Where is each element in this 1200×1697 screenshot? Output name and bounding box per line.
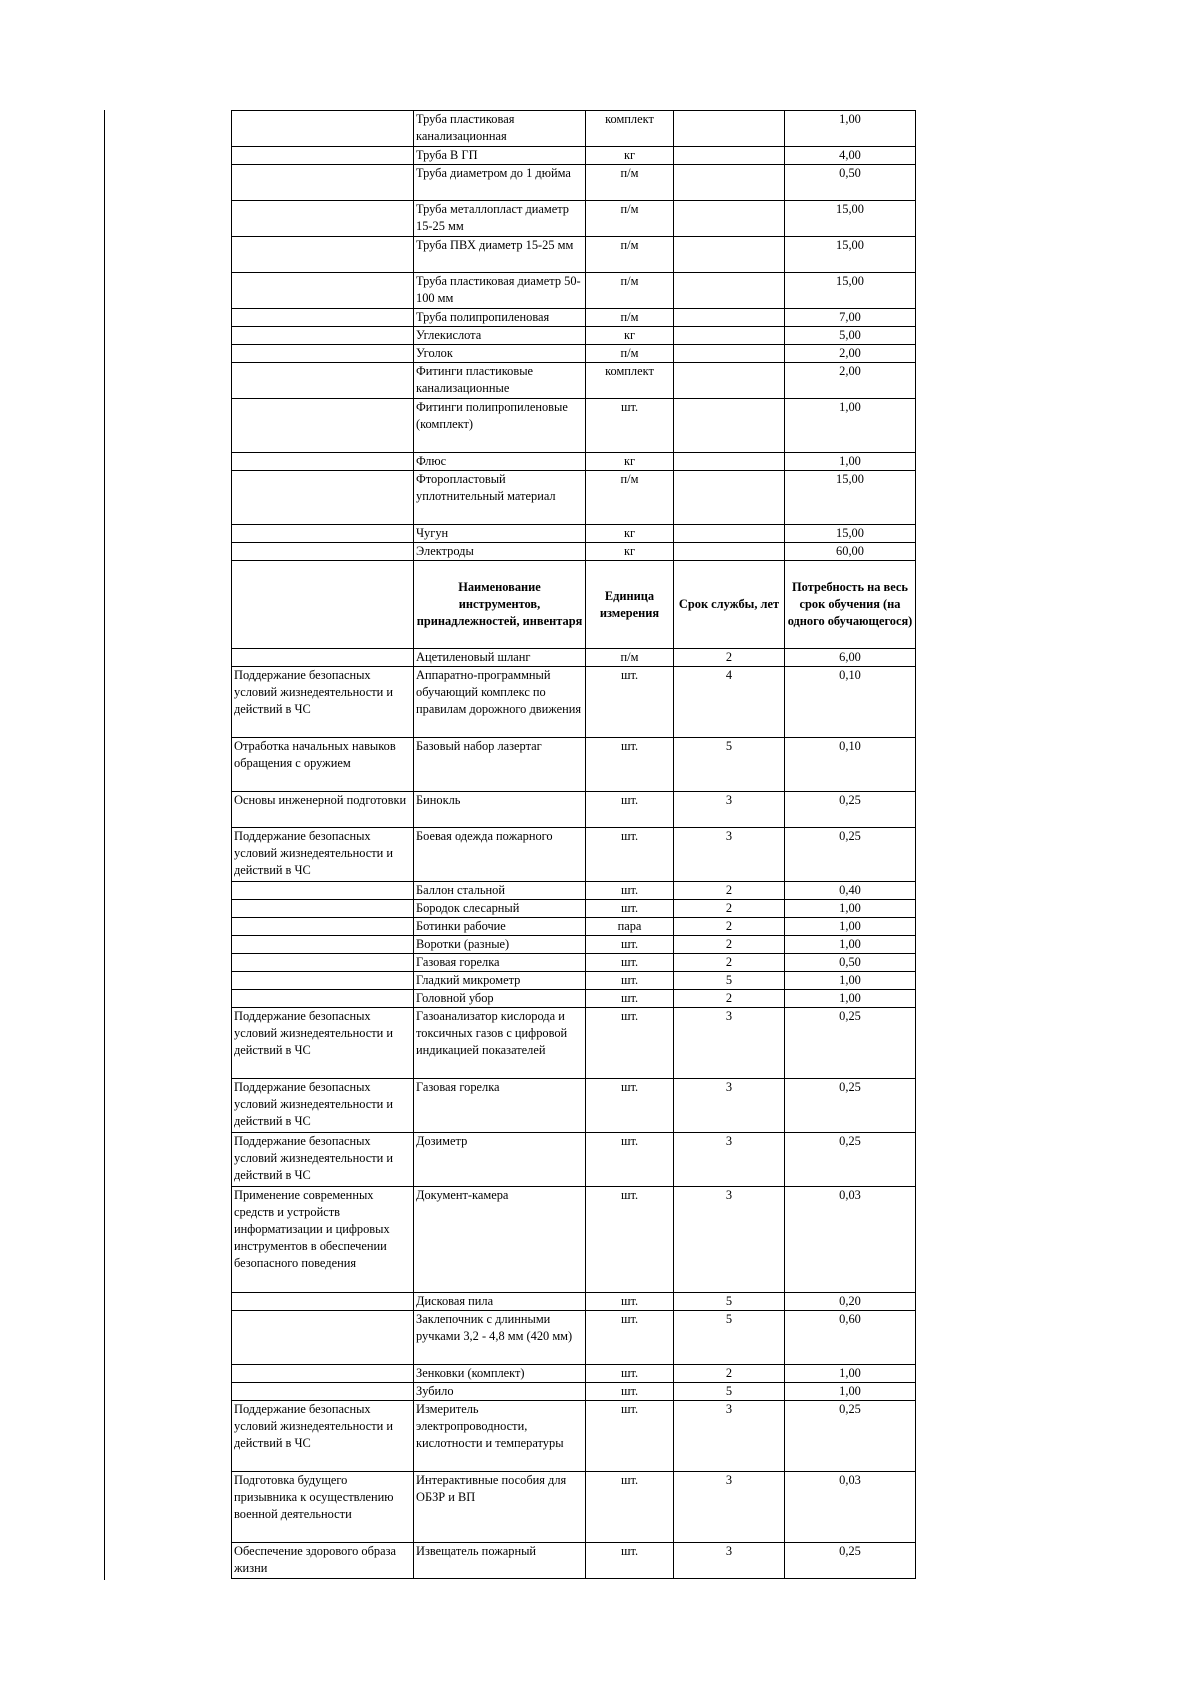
- row-service-life: [674, 237, 785, 273]
- row-service-life: [674, 273, 785, 309]
- row-item-name: Уголок: [414, 345, 586, 363]
- row-section: [232, 237, 414, 273]
- row-section: [232, 525, 414, 543]
- row-section: [232, 399, 414, 453]
- row-section: [232, 954, 414, 972]
- table-row: [232, 543, 916, 561]
- row-item-name: Труба ПВХ диаметр 15-25 мм: [414, 237, 586, 273]
- row-quantity: 0,25: [785, 792, 916, 828]
- row-unit: кг: [586, 543, 674, 561]
- row-section: [232, 1383, 414, 1401]
- row-unit: шт.: [586, 1187, 674, 1293]
- row-service-life: [674, 453, 785, 471]
- row-service-life: 5: [674, 738, 785, 792]
- row-section: [232, 327, 414, 345]
- row-unit: кг: [586, 147, 674, 165]
- table-row: [232, 1133, 916, 1187]
- row-quantity: 5,00: [785, 327, 916, 345]
- row-quantity: 0,25: [785, 1133, 916, 1187]
- row-unit: п/м: [586, 165, 674, 201]
- row-item-name: Измеритель электропроводности, кислотности и температуры: [414, 1401, 586, 1472]
- row-quantity: 0,25: [785, 1079, 916, 1133]
- row-unit: шт.: [586, 1383, 674, 1401]
- row-section: [232, 1365, 414, 1383]
- row-item-name: Углекислота: [414, 327, 586, 345]
- table-row: [232, 1008, 916, 1079]
- row-service-life: [674, 309, 785, 327]
- row-quantity: 2,00: [785, 363, 916, 399]
- table-row: [232, 345, 916, 363]
- row-item-name: Труба диаметром до 1 дюйма: [414, 165, 586, 201]
- table-row: [232, 327, 916, 345]
- row-service-life: 3: [674, 828, 785, 882]
- row-section: [232, 882, 414, 900]
- table-row: [232, 453, 916, 471]
- row-service-life: 3: [674, 1543, 785, 1579]
- row-item-name: Газовая горелка: [414, 954, 586, 972]
- row-service-life: 5: [674, 1293, 785, 1311]
- row-quantity: 4,00: [785, 147, 916, 165]
- table-row: [232, 165, 916, 201]
- row-item-name: Труба пластиковая канализационная: [414, 111, 586, 147]
- row-section: Основы инженерной подготовки: [232, 792, 414, 828]
- row-section: [232, 1293, 414, 1311]
- row-item-name: Труба металлопласт диаметр 15-25 мм: [414, 201, 586, 237]
- row-unit: п/м: [586, 649, 674, 667]
- table-row: [232, 525, 916, 543]
- row-service-life: 3: [674, 1133, 785, 1187]
- row-item-name: Труба полипропиленовая: [414, 309, 586, 327]
- row-item-name: Базовый набор лазертаг: [414, 738, 586, 792]
- table-row: [232, 649, 916, 667]
- table-row: [232, 309, 916, 327]
- table-row: [232, 237, 916, 273]
- row-service-life: [674, 327, 785, 345]
- row-item-name: Газоанализатор кислорода и токсичных газов с цифровой индикацией показателей: [414, 1008, 586, 1079]
- row-item-name: Электроды: [414, 543, 586, 561]
- row-section: [232, 543, 414, 561]
- row-quantity: 1,00: [785, 111, 916, 147]
- table-row: [232, 792, 916, 828]
- table-row: [232, 1365, 916, 1383]
- row-unit: шт.: [586, 399, 674, 453]
- table-row: [232, 147, 916, 165]
- tools-header-section: [232, 561, 916, 649]
- row-unit: комплект: [586, 363, 674, 399]
- row-service-life: 2: [674, 990, 785, 1008]
- row-service-life: [674, 147, 785, 165]
- row-quantity: 0,10: [785, 738, 916, 792]
- row-section: [232, 273, 414, 309]
- row-unit: шт.: [586, 1472, 674, 1543]
- row-item-name: Флюс: [414, 453, 586, 471]
- row-section: Поддержание безопасных условий жизнедеятельности и действий в ЧС: [232, 1008, 414, 1079]
- row-item-name: Дозиметр: [414, 1133, 586, 1187]
- row-quantity: 0,50: [785, 165, 916, 201]
- table-row: [232, 1079, 916, 1133]
- table-row: [232, 918, 916, 936]
- row-section: [232, 111, 414, 147]
- table-row: [232, 667, 916, 738]
- row-item-name: Зубило: [414, 1383, 586, 1401]
- row-section: [232, 147, 414, 165]
- row-service-life: 3: [674, 1472, 785, 1543]
- row-item-name: Гладкий микрометр: [414, 972, 586, 990]
- row-unit: кг: [586, 453, 674, 471]
- row-item-name: Фитинги пластиковые канализационные: [414, 363, 586, 399]
- header-life: Срок службы, лет: [674, 561, 785, 649]
- row-section: [232, 471, 414, 525]
- table-row: [232, 1383, 916, 1401]
- tools-section: [232, 649, 916, 1579]
- row-quantity: 15,00: [785, 237, 916, 273]
- row-service-life: 3: [674, 1079, 785, 1133]
- row-quantity: 1,00: [785, 990, 916, 1008]
- row-unit: шт.: [586, 900, 674, 918]
- row-item-name: Аппаратно-программный обучающий комплекс по правилам дорожного движения: [414, 667, 586, 738]
- row-unit: шт.: [586, 738, 674, 792]
- row-service-life: 2: [674, 882, 785, 900]
- row-item-name: Интерактивные пособия для ОБЗР и ВП: [414, 1472, 586, 1543]
- row-item-name: Головной убор: [414, 990, 586, 1008]
- row-item-name: Ацетиленовый шланг: [414, 649, 586, 667]
- row-unit: шт.: [586, 1365, 674, 1383]
- table-row: [232, 972, 916, 990]
- row-quantity: 0,25: [785, 828, 916, 882]
- row-quantity: 0,50: [785, 954, 916, 972]
- row-unit: п/м: [586, 309, 674, 327]
- row-section: [232, 363, 414, 399]
- row-service-life: 5: [674, 972, 785, 990]
- row-item-name: Бородок слесарный: [414, 900, 586, 918]
- table-row: [232, 201, 916, 237]
- row-item-name: Баллон стальной: [414, 882, 586, 900]
- row-unit: шт.: [586, 1293, 674, 1311]
- row-service-life: [674, 201, 785, 237]
- row-section: [232, 1311, 414, 1365]
- row-unit: пара: [586, 918, 674, 936]
- row-service-life: [674, 399, 785, 453]
- row-service-life: 2: [674, 1365, 785, 1383]
- row-unit: шт.: [586, 1543, 674, 1579]
- row-item-name: Труба пластиковая диаметр 50-100 мм: [414, 273, 586, 309]
- row-item-name: Бинокль: [414, 792, 586, 828]
- row-service-life: 4: [674, 667, 785, 738]
- row-item-name: Фитинги полипропиленовые (комплект): [414, 399, 586, 453]
- row-unit: шт.: [586, 792, 674, 828]
- row-item-name: Газовая горелка: [414, 1079, 586, 1133]
- row-quantity: 0,60: [785, 1311, 916, 1365]
- row-service-life: 3: [674, 1401, 785, 1472]
- row-section: Отработка начальных навыков обращения с оружием: [232, 738, 414, 792]
- row-quantity: 15,00: [785, 471, 916, 525]
- row-quantity: 0,03: [785, 1472, 916, 1543]
- row-section: Подготовка будущего призывника к осуществлению военной деятельности: [232, 1472, 414, 1543]
- table-row: [232, 900, 916, 918]
- page-margin-line: [104, 110, 105, 1580]
- row-section: [232, 165, 414, 201]
- row-service-life: 3: [674, 792, 785, 828]
- row-service-life: 5: [674, 1383, 785, 1401]
- row-section: Поддержание безопасных условий жизнедеятельности и действий в ЧС: [232, 1079, 414, 1133]
- tools-header-row: [232, 561, 916, 649]
- row-quantity: 1,00: [785, 918, 916, 936]
- row-quantity: 7,00: [785, 309, 916, 327]
- row-section: [232, 309, 414, 327]
- row-item-name: Боевая одежда пожарного: [414, 828, 586, 882]
- row-quantity: 0,10: [785, 667, 916, 738]
- row-unit: шт.: [586, 954, 674, 972]
- row-section: [232, 936, 414, 954]
- row-item-name: Документ-камера: [414, 1187, 586, 1293]
- header-section-cell: [232, 561, 414, 649]
- row-quantity: 15,00: [785, 201, 916, 237]
- row-service-life: 2: [674, 918, 785, 936]
- row-section: [232, 918, 414, 936]
- row-item-name: Ботинки рабочие: [414, 918, 586, 936]
- row-item-name: Заклепочник с длинными ручками 3,2 - 4,8 мм (420 мм): [414, 1311, 586, 1365]
- row-unit: шт.: [586, 828, 674, 882]
- table-row: [232, 1293, 916, 1311]
- table-row: [232, 828, 916, 882]
- row-quantity: 15,00: [785, 273, 916, 309]
- header-name: Наименование инструментов, принадлежностей, инвентаря: [414, 561, 586, 649]
- header-unit: Единица измерения: [586, 561, 674, 649]
- row-quantity: 1,00: [785, 399, 916, 453]
- row-item-name: Труба В ГП: [414, 147, 586, 165]
- row-unit: п/м: [586, 471, 674, 525]
- table-row: [232, 936, 916, 954]
- row-section: Поддержание безопасных условий жизнедеятельности и действий в ЧС: [232, 667, 414, 738]
- row-service-life: 3: [674, 1008, 785, 1079]
- row-quantity: 0,25: [785, 1008, 916, 1079]
- table-row: [232, 990, 916, 1008]
- row-section: Применение современных средств и устройств информатизации и цифровых инструментов в обеспечении безопасного поведения: [232, 1187, 414, 1293]
- row-quantity: 15,00: [785, 525, 916, 543]
- row-item-name: Зенковки (комплект): [414, 1365, 586, 1383]
- row-section: [232, 453, 414, 471]
- row-item-name: Воротки (разные): [414, 936, 586, 954]
- table-row: [232, 1187, 916, 1293]
- row-quantity: 0,40: [785, 882, 916, 900]
- row-quantity: 0,20: [785, 1293, 916, 1311]
- row-unit: п/м: [586, 345, 674, 363]
- row-unit: шт.: [586, 882, 674, 900]
- row-quantity: 1,00: [785, 936, 916, 954]
- row-unit: шт.: [586, 1401, 674, 1472]
- table-row: [232, 1472, 916, 1543]
- row-item-name: Фторопластовый уплотнительный материал: [414, 471, 586, 525]
- row-unit: шт.: [586, 1311, 674, 1365]
- equipment-table: [231, 110, 916, 1579]
- row-service-life: 2: [674, 954, 785, 972]
- row-unit: шт.: [586, 972, 674, 990]
- row-unit: кг: [586, 525, 674, 543]
- row-section: Поддержание безопасных условий жизнедеятельности и действий в ЧС: [232, 828, 414, 882]
- row-quantity: 1,00: [785, 972, 916, 990]
- table-row: [232, 738, 916, 792]
- row-unit: шт.: [586, 990, 674, 1008]
- header-need: Потребность на весь срок обучения (на одного обучающегося): [785, 561, 916, 649]
- row-service-life: 2: [674, 649, 785, 667]
- row-unit: шт.: [586, 1133, 674, 1187]
- row-section: Поддержание безопасных условий жизнедеятельности и действий в ЧС: [232, 1133, 414, 1187]
- row-unit: кг: [586, 327, 674, 345]
- row-unit: шт.: [586, 1008, 674, 1079]
- row-quantity: 6,00: [785, 649, 916, 667]
- row-unit: шт.: [586, 667, 674, 738]
- row-quantity: 0,25: [785, 1543, 916, 1579]
- row-section: Поддержание безопасных условий жизнедеятельности и действий в ЧС: [232, 1401, 414, 1472]
- row-quantity: 0,25: [785, 1401, 916, 1472]
- row-quantity: 60,00: [785, 543, 916, 561]
- row-quantity: 1,00: [785, 900, 916, 918]
- row-service-life: [674, 363, 785, 399]
- row-service-life: [674, 111, 785, 147]
- row-unit: п/м: [586, 237, 674, 273]
- row-service-life: [674, 543, 785, 561]
- table-row: [232, 471, 916, 525]
- table-row: [232, 111, 916, 147]
- table-row: [232, 954, 916, 972]
- row-section: [232, 972, 414, 990]
- materials-section: [232, 111, 916, 561]
- table-row: [232, 363, 916, 399]
- row-unit: комплект: [586, 111, 674, 147]
- row-unit: п/м: [586, 201, 674, 237]
- row-service-life: 5: [674, 1311, 785, 1365]
- row-unit: п/м: [586, 273, 674, 309]
- row-service-life: [674, 345, 785, 363]
- row-unit: шт.: [586, 1079, 674, 1133]
- row-section: [232, 990, 414, 1008]
- row-section: [232, 649, 414, 667]
- row-section: [232, 345, 414, 363]
- row-unit: шт.: [586, 936, 674, 954]
- row-service-life: [674, 471, 785, 525]
- row-quantity: 0,03: [785, 1187, 916, 1293]
- row-item-name: Извещатель пожарный: [414, 1543, 586, 1579]
- row-quantity: 1,00: [785, 1383, 916, 1401]
- table-row: [232, 273, 916, 309]
- row-quantity: 1,00: [785, 453, 916, 471]
- row-section: Обеспечение здорового образа жизни: [232, 1543, 414, 1579]
- table-row: [232, 1401, 916, 1472]
- row-service-life: 2: [674, 900, 785, 918]
- row-section: [232, 201, 414, 237]
- row-section: [232, 900, 414, 918]
- table-row: [232, 399, 916, 453]
- row-quantity: 2,00: [785, 345, 916, 363]
- row-quantity: 1,00: [785, 1365, 916, 1383]
- table-row: [232, 1543, 916, 1579]
- row-service-life: 3: [674, 1187, 785, 1293]
- table-row: [232, 882, 916, 900]
- row-service-life: 2: [674, 936, 785, 954]
- row-service-life: [674, 525, 785, 543]
- row-item-name: Дисковая пила: [414, 1293, 586, 1311]
- table-row: [232, 1311, 916, 1365]
- row-service-life: [674, 165, 785, 201]
- row-item-name: Чугун: [414, 525, 586, 543]
